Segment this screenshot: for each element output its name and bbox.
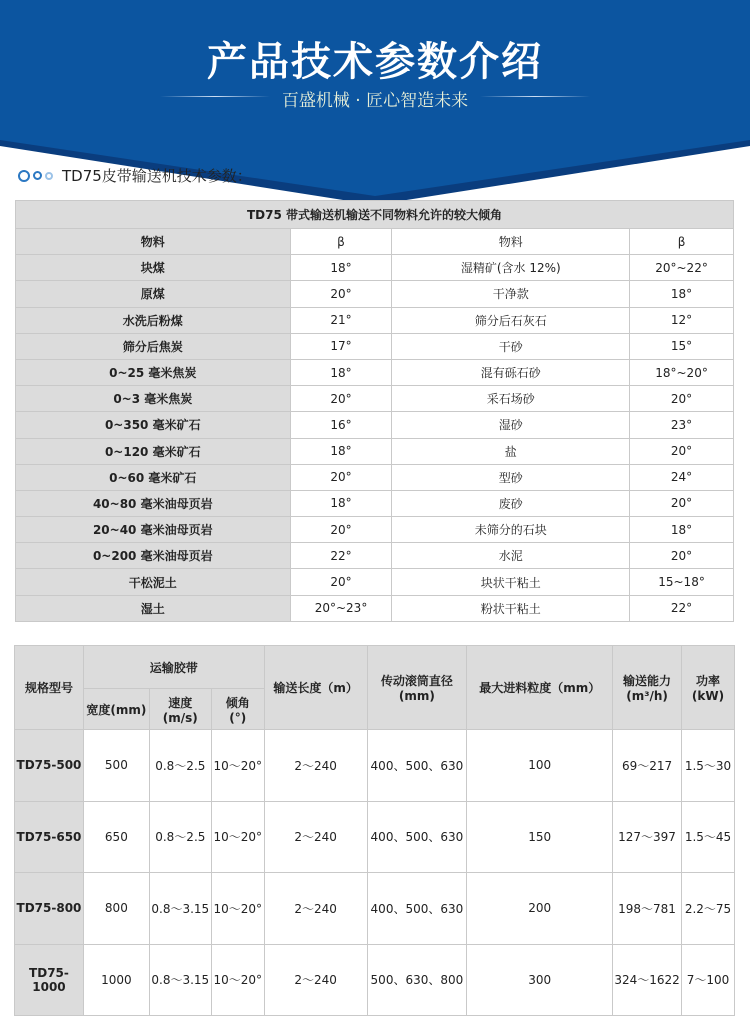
- table-cell: 127～397: [613, 801, 682, 873]
- table-cell: 原煤: [16, 281, 291, 307]
- header-drum: [367, 646, 467, 730]
- header-drum-label: 传动滚筒直径: [380, 674, 453, 688]
- table-cell: 400、500、630: [367, 730, 467, 802]
- table-cell: 22°: [290, 543, 392, 569]
- table-cell: 盐: [392, 438, 630, 464]
- header-power-label: 功率: [695, 674, 720, 688]
- section-title: TD75皮带输送机技术参数：: [62, 167, 252, 185]
- table-cell: 0~60 毫米矿石: [16, 464, 291, 490]
- header-cell: β: [630, 229, 734, 255]
- table-cell: 粉状干粘土: [392, 595, 630, 621]
- table-cell: 21°: [290, 307, 392, 333]
- table-cell: 17°: [290, 333, 392, 359]
- table-cell: 20°: [630, 490, 734, 516]
- table-cell: 0~350 毫米矿石: [16, 412, 291, 438]
- dots-icon: [18, 170, 56, 182]
- table-row: [16, 307, 734, 333]
- table-row: [15, 801, 735, 873]
- header-angle-unit: (°): [229, 710, 247, 725]
- table-cell: 18°~20°: [630, 359, 734, 385]
- table-cell: 18°: [290, 490, 392, 516]
- table-header-row: [16, 229, 734, 255]
- table-cell: 20°: [290, 569, 392, 595]
- table-cell: 块煤: [16, 255, 291, 281]
- table-row: [16, 438, 734, 464]
- table-cell: 15~18°: [630, 569, 734, 595]
- table-cell: 800: [83, 873, 149, 945]
- table-cell: 采石场砂: [392, 386, 630, 412]
- table-cell: 水泥: [392, 543, 630, 569]
- table-cell: 水洗后粉煤: [16, 307, 291, 333]
- table-cell: 10～20°: [211, 873, 264, 945]
- header-angle: [211, 689, 264, 730]
- table-row: [16, 412, 734, 438]
- table-cell: 湿砂: [392, 412, 630, 438]
- table-cell: 20°: [630, 386, 734, 412]
- table-cell: 10～20°: [211, 730, 264, 802]
- table-title: TD75 带式输送机输送不同物料允许的较大倾角: [16, 201, 734, 229]
- header-cell: 物料: [392, 229, 630, 255]
- table-cell: 干松泥土: [16, 569, 291, 595]
- table-cell: 废砂: [392, 490, 630, 516]
- table-cell: 1000: [83, 944, 149, 1016]
- table-cell: 干净款: [392, 281, 630, 307]
- table-cell: 40~80 毫米油母页岩: [16, 490, 291, 516]
- table-cell: 0.8～3.15: [149, 873, 211, 945]
- header-cell: β: [290, 229, 392, 255]
- section-heading: [18, 165, 252, 186]
- table-cell: 0~3 毫米焦炭: [16, 386, 291, 412]
- table-cell: 400、500、630: [367, 873, 467, 945]
- table-cell: 18°: [630, 281, 734, 307]
- table-cell: 16°: [290, 412, 392, 438]
- table-cell: 2～240: [264, 730, 367, 802]
- table-cell: 0.8～3.15: [149, 944, 211, 1016]
- table-cell: 15°: [630, 333, 734, 359]
- header-power: [682, 646, 735, 730]
- table-cell: 0.8～2.5: [149, 730, 211, 802]
- table-cell: 筛分后石灰石: [392, 307, 630, 333]
- table-cell: 200: [467, 873, 613, 945]
- table-cell: 未筛分的石块: [392, 517, 630, 543]
- table-cell: 500: [83, 730, 149, 802]
- table-cell: 20~40 毫米油母页岩: [16, 517, 291, 543]
- table-row: [16, 359, 734, 385]
- table-cell: 100: [467, 730, 613, 802]
- table-cell: 23°: [630, 412, 734, 438]
- table-cell: 1.5～30: [682, 730, 735, 802]
- table-row: [16, 595, 734, 621]
- table-row: [15, 873, 735, 945]
- table-cell: 2～240: [264, 944, 367, 1016]
- table-cell: 22°: [630, 595, 734, 621]
- table-cell: 18°: [290, 255, 392, 281]
- table-cell: 块状干粘土: [392, 569, 630, 595]
- table-row: [15, 730, 735, 802]
- table-row: [16, 386, 734, 412]
- table-cell: 2～240: [264, 873, 367, 945]
- header-angle-label: 倾角: [225, 695, 250, 710]
- header-power-unit: (kW): [691, 689, 725, 703]
- table-cell: 0~200 毫米油母页岩: [16, 543, 291, 569]
- table-row: [16, 490, 734, 516]
- angle-table: [15, 200, 734, 622]
- table-cell: 18°: [290, 438, 392, 464]
- header-cell: 物料: [16, 229, 291, 255]
- header-speed-unit: (m/s): [162, 710, 198, 725]
- table-cell: 300: [467, 944, 613, 1016]
- table-cell: 湿精矿(含水 12%): [392, 255, 630, 281]
- header-capacity-unit: (m³/h): [626, 689, 668, 703]
- table-cell: 500、630、800: [367, 944, 467, 1016]
- table-cell: 1.5～45: [682, 801, 735, 873]
- table-cell: 湿土: [16, 595, 291, 621]
- table-cell: 18°: [290, 359, 392, 385]
- table-cell: 650: [83, 801, 149, 873]
- table-row: [16, 255, 734, 281]
- header-capacity: [613, 646, 682, 730]
- model-cell: TD75-800: [15, 873, 84, 945]
- table-cell: 10～20°: [211, 944, 264, 1016]
- table-row: [16, 543, 734, 569]
- table-cell: 型砂: [392, 464, 630, 490]
- table-cell: 18°: [630, 517, 734, 543]
- table-cell: 筛分后焦炭: [16, 333, 291, 359]
- table-cell: 20°~23°: [290, 595, 392, 621]
- table-row: [16, 517, 734, 543]
- table-cell: 10～20°: [211, 801, 264, 873]
- page-subtitle: 百盛机械 · 匠心智造未来: [281, 91, 469, 111]
- table-cell: 干砂: [392, 333, 630, 359]
- table-cell: 20°~22°: [630, 255, 734, 281]
- table-cell: 324～1622: [613, 944, 682, 1016]
- table-cell: 400、500、630: [367, 801, 467, 873]
- table-cell: 150: [467, 801, 613, 873]
- table-row: [15, 944, 735, 1016]
- table-row: [16, 569, 734, 595]
- model-cell: TD75-650: [15, 801, 84, 873]
- header-length: 输送长度（m）: [264, 646, 367, 730]
- table-cell: 69～217: [613, 730, 682, 802]
- table-row: [16, 281, 734, 307]
- table-cell: 0.8～2.5: [149, 801, 211, 873]
- header-capacity-label: 输送能力: [623, 674, 672, 688]
- spec-table: [14, 645, 735, 1016]
- header-feed: 最大进料粒度（mm）: [467, 646, 613, 730]
- table-cell: 20°: [290, 281, 392, 307]
- model-cell: TD75-1000: [15, 944, 84, 1016]
- table-cell: 20°: [290, 386, 392, 412]
- table-cell: 20°: [290, 464, 392, 490]
- table-row: [16, 333, 734, 359]
- table-row: [16, 464, 734, 490]
- table-cell: 20°: [290, 517, 392, 543]
- table-cell: 198～781: [613, 873, 682, 945]
- header-belt: 运输胶带: [83, 646, 264, 689]
- header-model: 规格型号: [15, 646, 84, 730]
- header-width: 宽度(mm): [83, 689, 149, 730]
- table-cell: 0~25 毫米焦炭: [16, 359, 291, 385]
- table-cell: 12°: [630, 307, 734, 333]
- table-cell: 7～100: [682, 944, 735, 1016]
- header-speed: [149, 689, 211, 730]
- header-drum-unit: (mm): [398, 689, 435, 703]
- page-title: 产品技术参数介绍: [207, 39, 543, 85]
- table-cell: 2.2～75: [682, 873, 735, 945]
- table-cell: 20°: [630, 543, 734, 569]
- table-cell: 2～240: [264, 801, 367, 873]
- model-cell: TD75-500: [15, 730, 84, 802]
- table-cell: 20°: [630, 438, 734, 464]
- table-cell: 混有砾石砂: [392, 359, 630, 385]
- table-cell: 0~120 毫米矿石: [16, 438, 291, 464]
- table-cell: 24°: [630, 464, 734, 490]
- header-speed-label: 速度: [168, 695, 193, 710]
